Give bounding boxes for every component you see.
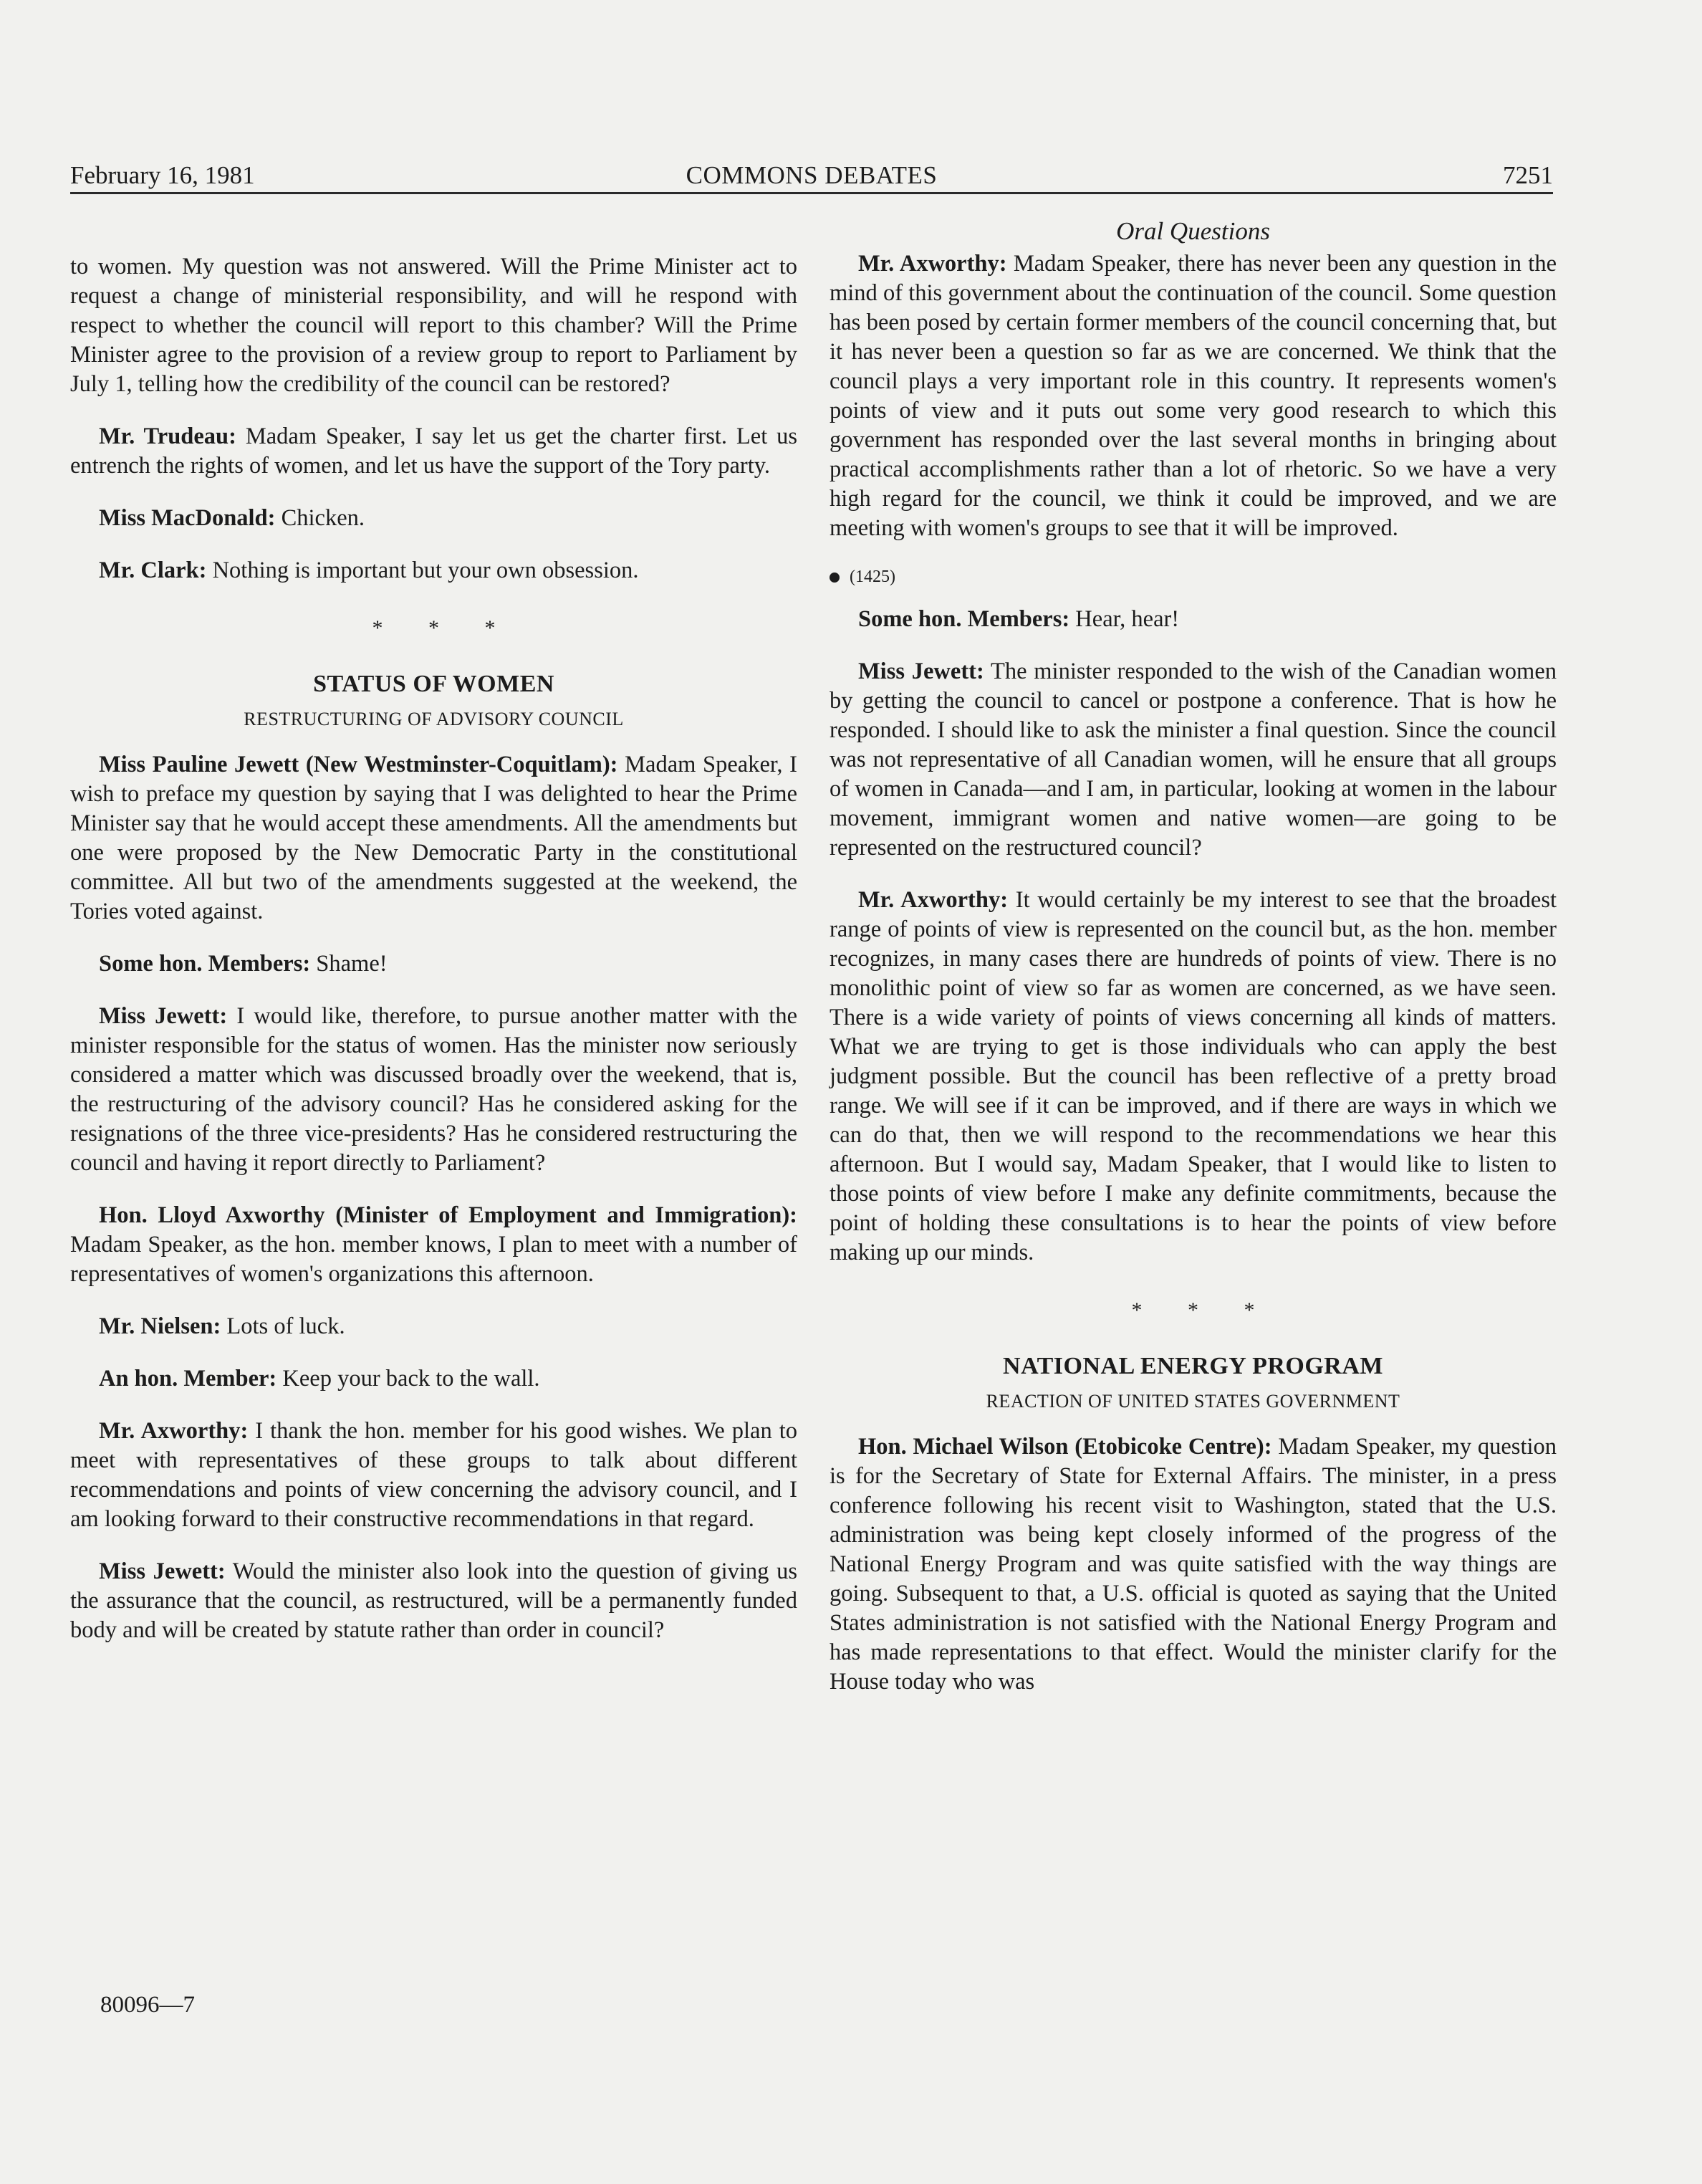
paragraph-text: Hear, hear! bbox=[1069, 606, 1180, 632]
header-date: February 16, 1981 bbox=[70, 161, 255, 189]
paragraph-text: Madam Speaker, I say let us get the charter first. Let us entrench the rights of women, and let us have the support of the Tory party. bbox=[70, 423, 798, 479]
paragraph-text: I would like, therefore, to pursue another matter with the minister responsible for the status of women. Has the minister now seriously considered a matter which was discussed broadly over the weekend, that is, the restructuring of the advisory council? Has he considered asking for the resignations of the three vice-presidents? Has he considered restructuring the council and having it report directly to Parliament? bbox=[70, 1003, 797, 1176]
paragraph-text: to women. My question was not answered. Will the Prime Minister act to request a change of ministerial responsibility, and will he respond with respect to whether the council will report to this chamber? Will the Prime Minister agree to the provision of a review group to report to Parliament by July 1, telling how the credibility of the council can be restored? bbox=[70, 254, 797, 397]
section-subheading: RESTRUCTURING OF ADVISORY COUNCIL bbox=[244, 709, 624, 729]
paragraph bbox=[70, 252, 797, 399]
header-page-number: 7251 bbox=[1503, 161, 1553, 189]
paragraph-text: Madam Speaker, as the hon. member knows, I plan to meet with a number of representatives of women's organizations this afternoon. bbox=[70, 1232, 797, 1287]
paragraph bbox=[70, 750, 797, 926]
speaker-name: Miss Pauline Jewett (New Westminster-Coquitlam): bbox=[99, 752, 618, 777]
section-heading: STATUS OF WOMEN bbox=[313, 671, 554, 697]
paragraph bbox=[830, 249, 1557, 543]
speaker-name: Miss Jewett: bbox=[99, 1003, 228, 1029]
section-heading: NATIONAL ENERGY PROGRAM bbox=[1003, 1353, 1383, 1379]
time-marker bbox=[830, 566, 1557, 588]
paragraph-text: The minister responded to the wish of the Canadian women by getting the council to cancel or postpone a conference. That is how he responded. I should like to ask the minister a final question. Since the council was not representative of all Canadian women, will he ensure that all groups of women in Canada—and I am, in particular, looking at women in the labour movement, immigrant women and native women—are going to be represented on the restructured council? bbox=[830, 658, 1557, 861]
paragraph bbox=[70, 1557, 797, 1645]
section-divider: * * * bbox=[1131, 1298, 1275, 1322]
speaker-name: Miss Jewett: bbox=[858, 658, 984, 684]
paragraph bbox=[70, 1417, 797, 1534]
paragraph bbox=[830, 605, 1557, 634]
paragraph-text: Nothing is important but your own obsession. bbox=[206, 557, 639, 583]
paragraph-text: It would certainly be my interest to see that the broadest range of points of view is represented on the council but, as the hon. member recognizes, in many cases there are hundreds of points of view. There is no monolithic point of view so far as women are concerned, as we have seen. There is a wide variety of points of views concerning all kinds of matters. What we are trying to get is those individuals who can apply the best judgment possible. But the council has been reflective of a pretty broad range. We will see if it can be improved, and if there are ways in which we can do that, then we will respond to the recommendations we hear this afternoon. But I would say, Madam Speaker, that I would like to listen to those points of view before I make any definite commitments, because the point of holding these consultations is to hear the points of view before making up our minds. bbox=[830, 887, 1557, 1265]
speaker-name: An hon. Member: bbox=[99, 1366, 277, 1392]
paragraph-text: I thank the hon. member for his good wishes. We plan to meet with representatives of these groups to talk about different recommendations and points of view concerning the advisory council, and I am looking forward to their constructive recommendations in that regard. bbox=[70, 1418, 797, 1532]
paragraph bbox=[830, 1432, 1557, 1697]
paragraph bbox=[70, 504, 797, 533]
right-column bbox=[830, 215, 1557, 1720]
speaker-name: Hon. Michael Wilson (Etobicoke Centre): bbox=[858, 1434, 1272, 1460]
paragraph bbox=[70, 1002, 797, 1178]
speaker-name: Mr. Clark: bbox=[99, 557, 207, 583]
speaker-name: Miss MacDonald: bbox=[99, 505, 276, 531]
running-rubric: Oral Questions bbox=[1116, 217, 1270, 245]
paragraph-text: Chicken. bbox=[275, 505, 365, 531]
paragraph-text: Madam Speaker, there has never been any question in the mind of this government about the continuation of the council. Some question has been posed by certain former members of the council concerning that, but it has never been a question so far as we are concerned. We think that the council plays a very important role in this country. It represents women's points of view and it puts out some very good research to which this government has responded over the last several months in bringing about practical accomplishments rather than a lot of rhetoric. So we have a very high regard for the council, we think it could be improved, and we are meeting with women's groups to see that it will be improved. bbox=[830, 251, 1557, 541]
page-footer-code: 80096—7 bbox=[100, 1992, 195, 2018]
section-divider: * * * bbox=[372, 616, 516, 640]
header-title: COMMONS DEBATES bbox=[686, 161, 938, 189]
page-header bbox=[70, 159, 1553, 194]
paragraph-text: Shame! bbox=[310, 951, 388, 977]
paragraph-text: Madam Speaker, I wish to preface my question by saying that I was delighted to hear the Prime Minister say that he would accept these amendments. All the amendments but one were proposed by the New Democratic Party in the constitutional committee. All but two of the amendments suggested at the weekend, the Tories voted against. bbox=[70, 752, 797, 924]
paragraph bbox=[70, 422, 797, 481]
speaker-name: Mr. Axworthy: bbox=[858, 887, 1009, 913]
paragraph bbox=[830, 657, 1557, 863]
paragraph bbox=[70, 1201, 797, 1289]
time-marker-text: (1425) bbox=[850, 567, 895, 586]
speaker-name: Mr. Axworthy: bbox=[858, 251, 1007, 277]
section-subheading: REACTION OF UNITED STATES GOVERNMENT bbox=[986, 1391, 1400, 1412]
paragraph bbox=[70, 949, 797, 979]
speaker-name: Some hon. Members: bbox=[99, 951, 311, 977]
paragraph bbox=[830, 886, 1557, 1268]
speaker-name: Mr. Trudeau: bbox=[99, 423, 236, 449]
speaker-name: Mr. Nielsen: bbox=[99, 1313, 221, 1339]
speaker-name: Miss Jewett: bbox=[99, 1558, 226, 1584]
paragraph-text: Madam Speaker, my question is for the Secretary of State for External Affairs. The minister, in a press conference following his recent visit to Washington, stated that the U.S. administration was being kept closely informed of the progress of the National Energy Program and was quite satisfied with the way things are going. Subsequent to that, a U.S. official is quoted as saying that the United States administration is not satisfied with the National Energy Program and has made representations to that effect. Would the minister clarify for the House today who was bbox=[830, 1434, 1557, 1695]
paragraph bbox=[70, 556, 797, 585]
paragraph bbox=[70, 1312, 797, 1341]
bullet-icon bbox=[830, 573, 840, 583]
paragraph-text: Lots of luck. bbox=[221, 1313, 345, 1339]
paragraph bbox=[70, 1364, 797, 1394]
paragraph-text: Would the minister also look into the question of giving us the assurance that the council, as restructured, will be a permanently funded body and will be created by statute rather than order in council? bbox=[70, 1558, 797, 1643]
speaker-name: Some hon. Members: bbox=[858, 606, 1070, 632]
speaker-name: Hon. Lloyd Axworthy (Minister of Employment and Immigration): bbox=[99, 1202, 797, 1228]
left-column bbox=[70, 252, 797, 1668]
paragraph-text: Keep your back to the wall. bbox=[277, 1366, 540, 1392]
speaker-name: Mr. Axworthy: bbox=[99, 1418, 249, 1444]
